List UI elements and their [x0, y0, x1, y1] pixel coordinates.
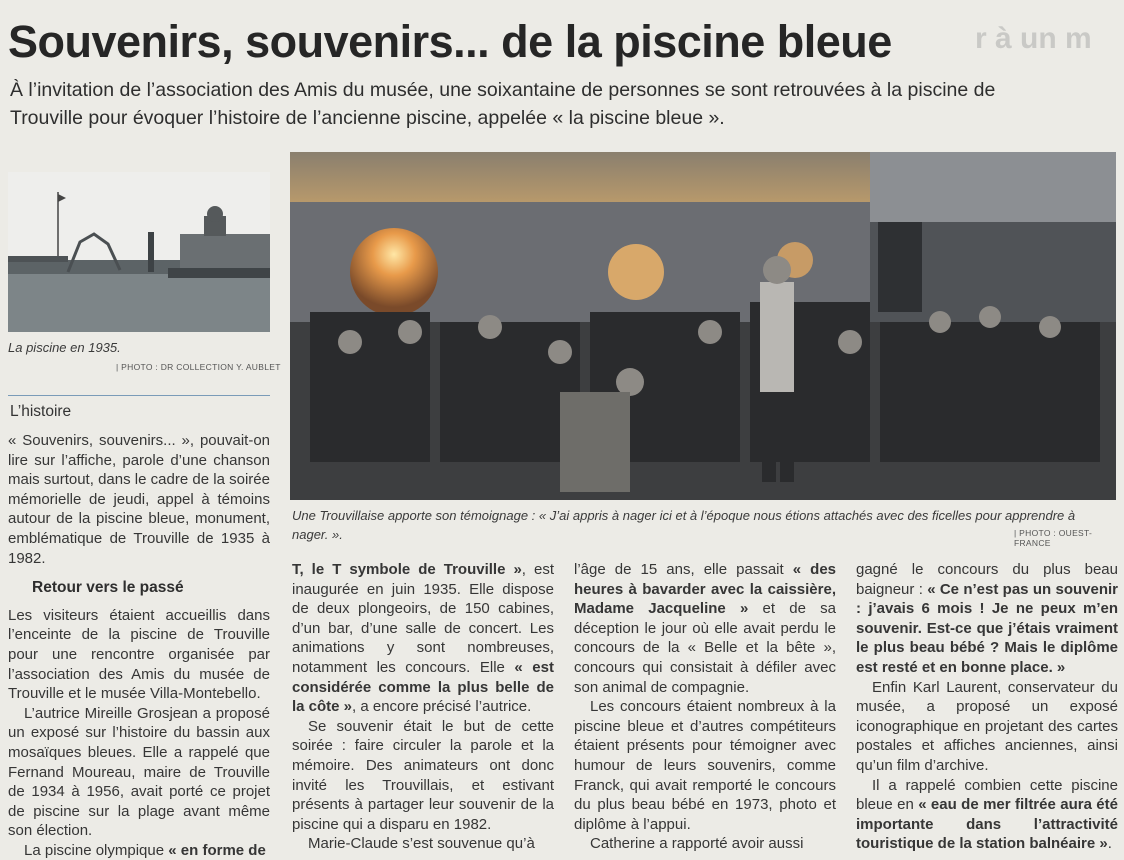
- bleed-through: r à un m: [975, 22, 1092, 55]
- photo-main-credit: | PHOTO : OUEST-FRANCE: [1014, 528, 1093, 548]
- photo-main-illustration: [290, 152, 1116, 500]
- col3-paragraph-1: l’âge de 15 ans, elle passait « des heures à bavarder avec la caissière, Madame Jacqueline » et de sa déception le jour où elle avait perdu le concours de la « Belle et la bête », concours qui consistait à défiler avec son animal de compagnie.: [574, 561, 836, 696]
- col4-paragraph-3: Il a rappelé combien cette piscine bleue en « eau de mer filtrée aura été importante dans l’attractivité touristique de la station balnéaire ».: [856, 776, 1118, 853]
- section-rule: [8, 395, 270, 396]
- col3-paragraph-3: Catherine a rapporté avoir aussi: [590, 835, 804, 853]
- col4-paragraph-1: gagné le concours du plus beau baigneur : « Ce n’est pas un souvenir : j’avais 6 mois ! Je ne peux m’en souvenir. Est-ce que j’étais vraiment le plus beau bébé ? Mais le diplôme est resté et en bonne place. »: [856, 561, 1118, 676]
- col1-paragraph-3: L’autrice Mireille Grosjean a proposé un exposé sur l’histoire du bassin aux mosaïques bleues. Elle a rappelé que Fernand Moureau, maire de Trouville de 1934 à 1956, avait porté ce projet de piscine sur la plage avant même son élection.: [8, 704, 270, 840]
- col4-paragraph-2: Enfin Karl Laurent, conservateur du musée, a proposé un exposé iconographique en projetant des cartes postales et affiches anciennes, ainsi qu’un film d’archive.: [856, 678, 1118, 774]
- col3-paragraph-2: Les concours étaient nombreux à la piscine bleue et d’autres compétiteurs étaient présents pour témoigner avec humour de leurs souvenirs, comme Franck, qui avait remporté le concours du plus beau bébé en 1973, photo et diplôme à l’appui.: [574, 698, 836, 833]
- col1-paragraph-1: « Souvenirs, souvenirs... », pouvait-on lire sur l’affiche, parole d’une chanson mais surtout, dans le cadre de la soirée mémorielle de jeudi, appel à témoins autour de la piscine bleue, monument, emblématique de Trouville de 1935 à 1982.: [8, 432, 270, 567]
- photo-1935-credit: | PHOTO : DR COLLECTION Y. AUBLET: [116, 362, 281, 372]
- column-1: [8, 431, 270, 860]
- column-2: [292, 560, 554, 854]
- col1-paragraph-4: La piscine olympique « en forme de: [24, 841, 266, 859]
- column-3: [574, 560, 836, 854]
- photo-main-caption: Une Trouvillaise apporte son témoignage : « J’ai appris à nager ici et à l’époque nous étions attachés avec des ficelles pour apprendre à nager. ».: [292, 508, 1076, 542]
- photo-1935-caption: La piscine en 1935.: [8, 340, 121, 355]
- lede: À l’invitation de l’association des Amis du musée, une soixantaine de personnes se sont retrouvées à la piscine de Trouville pour évoquer l’histoire de l’ancienne piscine, appelée « la piscine bleue ».: [10, 79, 996, 129]
- headline: Souvenirs, souvenirs... de la piscine bleue: [8, 16, 892, 67]
- col2-paragraph-3: Marie-Claude s’est souvenue qu’à: [308, 835, 535, 853]
- column-4: [856, 560, 1118, 854]
- section-title: L’histoire: [10, 403, 72, 420]
- col1-paragraph-2: Les visiteurs étaient accueillis dans l’enceinte de la piscine de Trouville pour une rencontre organisée par l’association des Amis du musée de Trouville et le musée Villa-Montebello.: [8, 606, 270, 703]
- subhead-retour: Retour vers le passé: [32, 579, 184, 597]
- photo-1935: [8, 172, 270, 332]
- col2-paragraph-2: Se souvenir était le but de cette soirée : faire circuler la parole et la mémoire. Des animateurs ont donc invité les Trouvillais, et estivant présents à partager leur souvenir de la piscine qui a disparu en 1982.: [292, 717, 554, 833]
- photo-main: [290, 152, 1116, 500]
- col2-paragraph-1: T, le T symbole de Trouville », est inaugurée en juin 1935. Elle dispose de deux plongeoirs, de 150 cabines, d’un bar, d’une salle de concert. Les animations y sont nombreuses, notamment les concours. Elle « est considérée comme la plus belle de la côte », a encore précisé l’autrice.: [292, 561, 554, 716]
- photo-1935-illustration: [8, 172, 270, 332]
